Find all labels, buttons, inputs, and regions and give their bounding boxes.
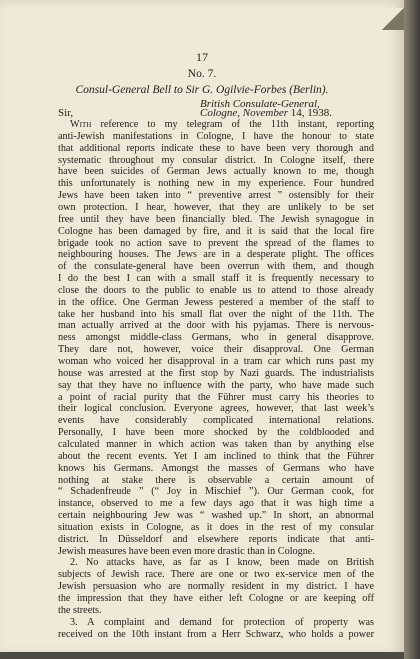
line-text: Jewish measures have been even more drastic than in Cologne. (58, 545, 315, 557)
line-text: I do the best I can with a small staff it is frequently necessary to (58, 273, 374, 285)
line-text: man actually arrived at the door with his pyjamas. There is nervous- (58, 320, 374, 332)
text-line (58, 522, 374, 534)
text-line (58, 439, 374, 451)
line-text: reference to my telegram of the 11th instant, reporting (91, 119, 374, 130)
line-text: of the consulate-general have been overrun with them, and though (58, 261, 374, 273)
text-line (58, 356, 374, 368)
text-line (58, 403, 374, 415)
line-text: the impression that they have either left Cologne or are keeping off (58, 593, 374, 604)
text-line (58, 238, 374, 250)
line-text: They dare not, however, voice their disapproval. One German (58, 344, 374, 356)
text-line (58, 178, 374, 190)
line-text: in the office. One German Jewess pestered a member of the staff to (58, 296, 374, 308)
line-text: Cologne has been damaged by fire, and it is said that the local fire (58, 225, 374, 237)
line-text: nothing at stake there is observable a certain amount of (58, 474, 374, 486)
text-line (58, 415, 374, 427)
line-text: 2. No attacks have, as far as I know, been made on British (70, 557, 374, 569)
line-text: a point of racial purity that the Führer must carry his theories to (58, 391, 374, 403)
line-text: received on the 10th instant from a Herr Schwarz, who holds a power (58, 628, 374, 640)
salutation: Sir, (58, 107, 74, 119)
folded-corner (382, 8, 404, 30)
line-text: brigade took no action save to prevent the spread of the flames to (58, 237, 374, 249)
line-text: house was arrested at the first stop by Nazi guards. The industrialists (58, 367, 374, 379)
text-line (58, 593, 374, 605)
line-text: have been suicides of German Jews actually known to me, though (58, 166, 374, 178)
text-line (58, 226, 374, 238)
text-line (58, 155, 374, 167)
text-line (58, 392, 374, 404)
text-line (58, 475, 374, 487)
line-text: calculated manner in which action was taken than by anything else (58, 438, 374, 450)
text-line (58, 320, 374, 332)
line-text: 3. A complaint and demand for protection of property was (70, 616, 374, 628)
text-line (58, 380, 374, 392)
page-edge-shadow (404, 0, 420, 659)
line-text: “ Schadenfreude ” (“ Joy in Mischief ”). Our German cook, for (58, 486, 374, 498)
text-line (58, 332, 374, 344)
text-line (58, 534, 374, 546)
text-line (58, 546, 374, 558)
text-line (58, 486, 374, 498)
line-text: the streets. (58, 604, 102, 616)
text-line (58, 309, 374, 321)
text-line (58, 190, 374, 202)
text-line (58, 605, 374, 617)
line-text: free until they have been financially bled. The Jewish synagogue in (58, 213, 374, 225)
text-line (58, 143, 374, 155)
line-text: certain neighbouring Jew was “ washed up.” In short, an abnormal (58, 510, 374, 522)
line-text: ness amongst middle-class Germans, who in general disapprove. (58, 332, 374, 344)
text-line (58, 427, 374, 439)
text-line (58, 344, 374, 356)
text-line (58, 273, 374, 285)
line-text: anti-Jewish manifestations in Cologne, I have the honour to state (58, 130, 374, 142)
document-number: No. 7. (187, 68, 217, 80)
text-line (58, 368, 374, 380)
line-text: close the doors to the public to enable us to attend to those already (58, 284, 374, 296)
text-line (58, 581, 374, 593)
date-prefix: Cologne, November (200, 107, 288, 119)
line-text: about the recent events. Yet I am inclined to think that the Führer (58, 450, 374, 462)
text-line (58, 119, 374, 131)
text-line (58, 202, 374, 214)
page-number: 17 (196, 50, 208, 64)
text-line (58, 261, 374, 273)
line-text: situation exists in Cologne, as it does in the rest of my consular (58, 521, 374, 533)
line-text: Personally, I have been more shocked by the coldblooded and (58, 427, 374, 439)
text-line (58, 451, 374, 463)
text-line (58, 249, 374, 261)
line-text: subjects of Jewish race. There are one or two ex-service men of the (58, 569, 374, 581)
line-text: instance, observed to me a few days ago that it was high time a (58, 498, 374, 510)
line-text: neighbouring houses. The Jews are in a desperate plight. The offices (58, 249, 374, 261)
line-text: their logical conclusion. Everyone agrees, however, that last week’s (58, 403, 374, 415)
letter-date (200, 107, 332, 119)
line-text: events have considerably complicated international relations. (58, 415, 374, 427)
line-text: knows his Germans. Amongst the masses of Germans who have (58, 462, 374, 474)
document-heading: Consul-General Bell to Sir G. Ogilvie-Forbes (Berlin). (75, 84, 329, 96)
bottom-edge-shadow (0, 652, 404, 659)
text-line (58, 463, 374, 475)
letter-place: British Consulate-General, (200, 98, 320, 110)
lead-word: With (70, 119, 92, 130)
line-text: say that they have no influence with the party, who have made such (58, 379, 374, 391)
text-line (58, 297, 374, 309)
text-line (58, 629, 374, 641)
text-line (58, 569, 374, 581)
line-text: systematic throughout my consular district. In Cologne itself, there (58, 154, 374, 166)
line-text: Jews have been taken into “ preventive arrest ” ostensibly for their (58, 190, 374, 202)
text-line (58, 557, 374, 569)
line-text: that additional reports indicate these to have been very thorough and (58, 142, 374, 154)
line-text: take her husband into his small flat over the night of the 11th. The (58, 308, 374, 320)
text-line (58, 617, 374, 629)
text-line (58, 510, 374, 522)
text-line (58, 214, 374, 226)
line-text: Jewish persuasion who are normally resident in my district. I have (58, 581, 374, 593)
text-line (58, 285, 374, 297)
line-text: this unfortunately is nothing new in my experience. Four hundred (58, 178, 374, 190)
text-line (58, 166, 374, 178)
line-text: own protection. I hear, however, that they are unlikely to be set (58, 201, 374, 213)
date-suffix: 14, 1938. (287, 107, 332, 119)
line-text: woman who voiced her disapproval in a tram car which runs past my (58, 356, 374, 367)
text-line (58, 498, 374, 510)
line-text: district. In Düsseldorf and elsewhere reports indicate that anti- (58, 533, 374, 545)
text-line (58, 131, 374, 143)
